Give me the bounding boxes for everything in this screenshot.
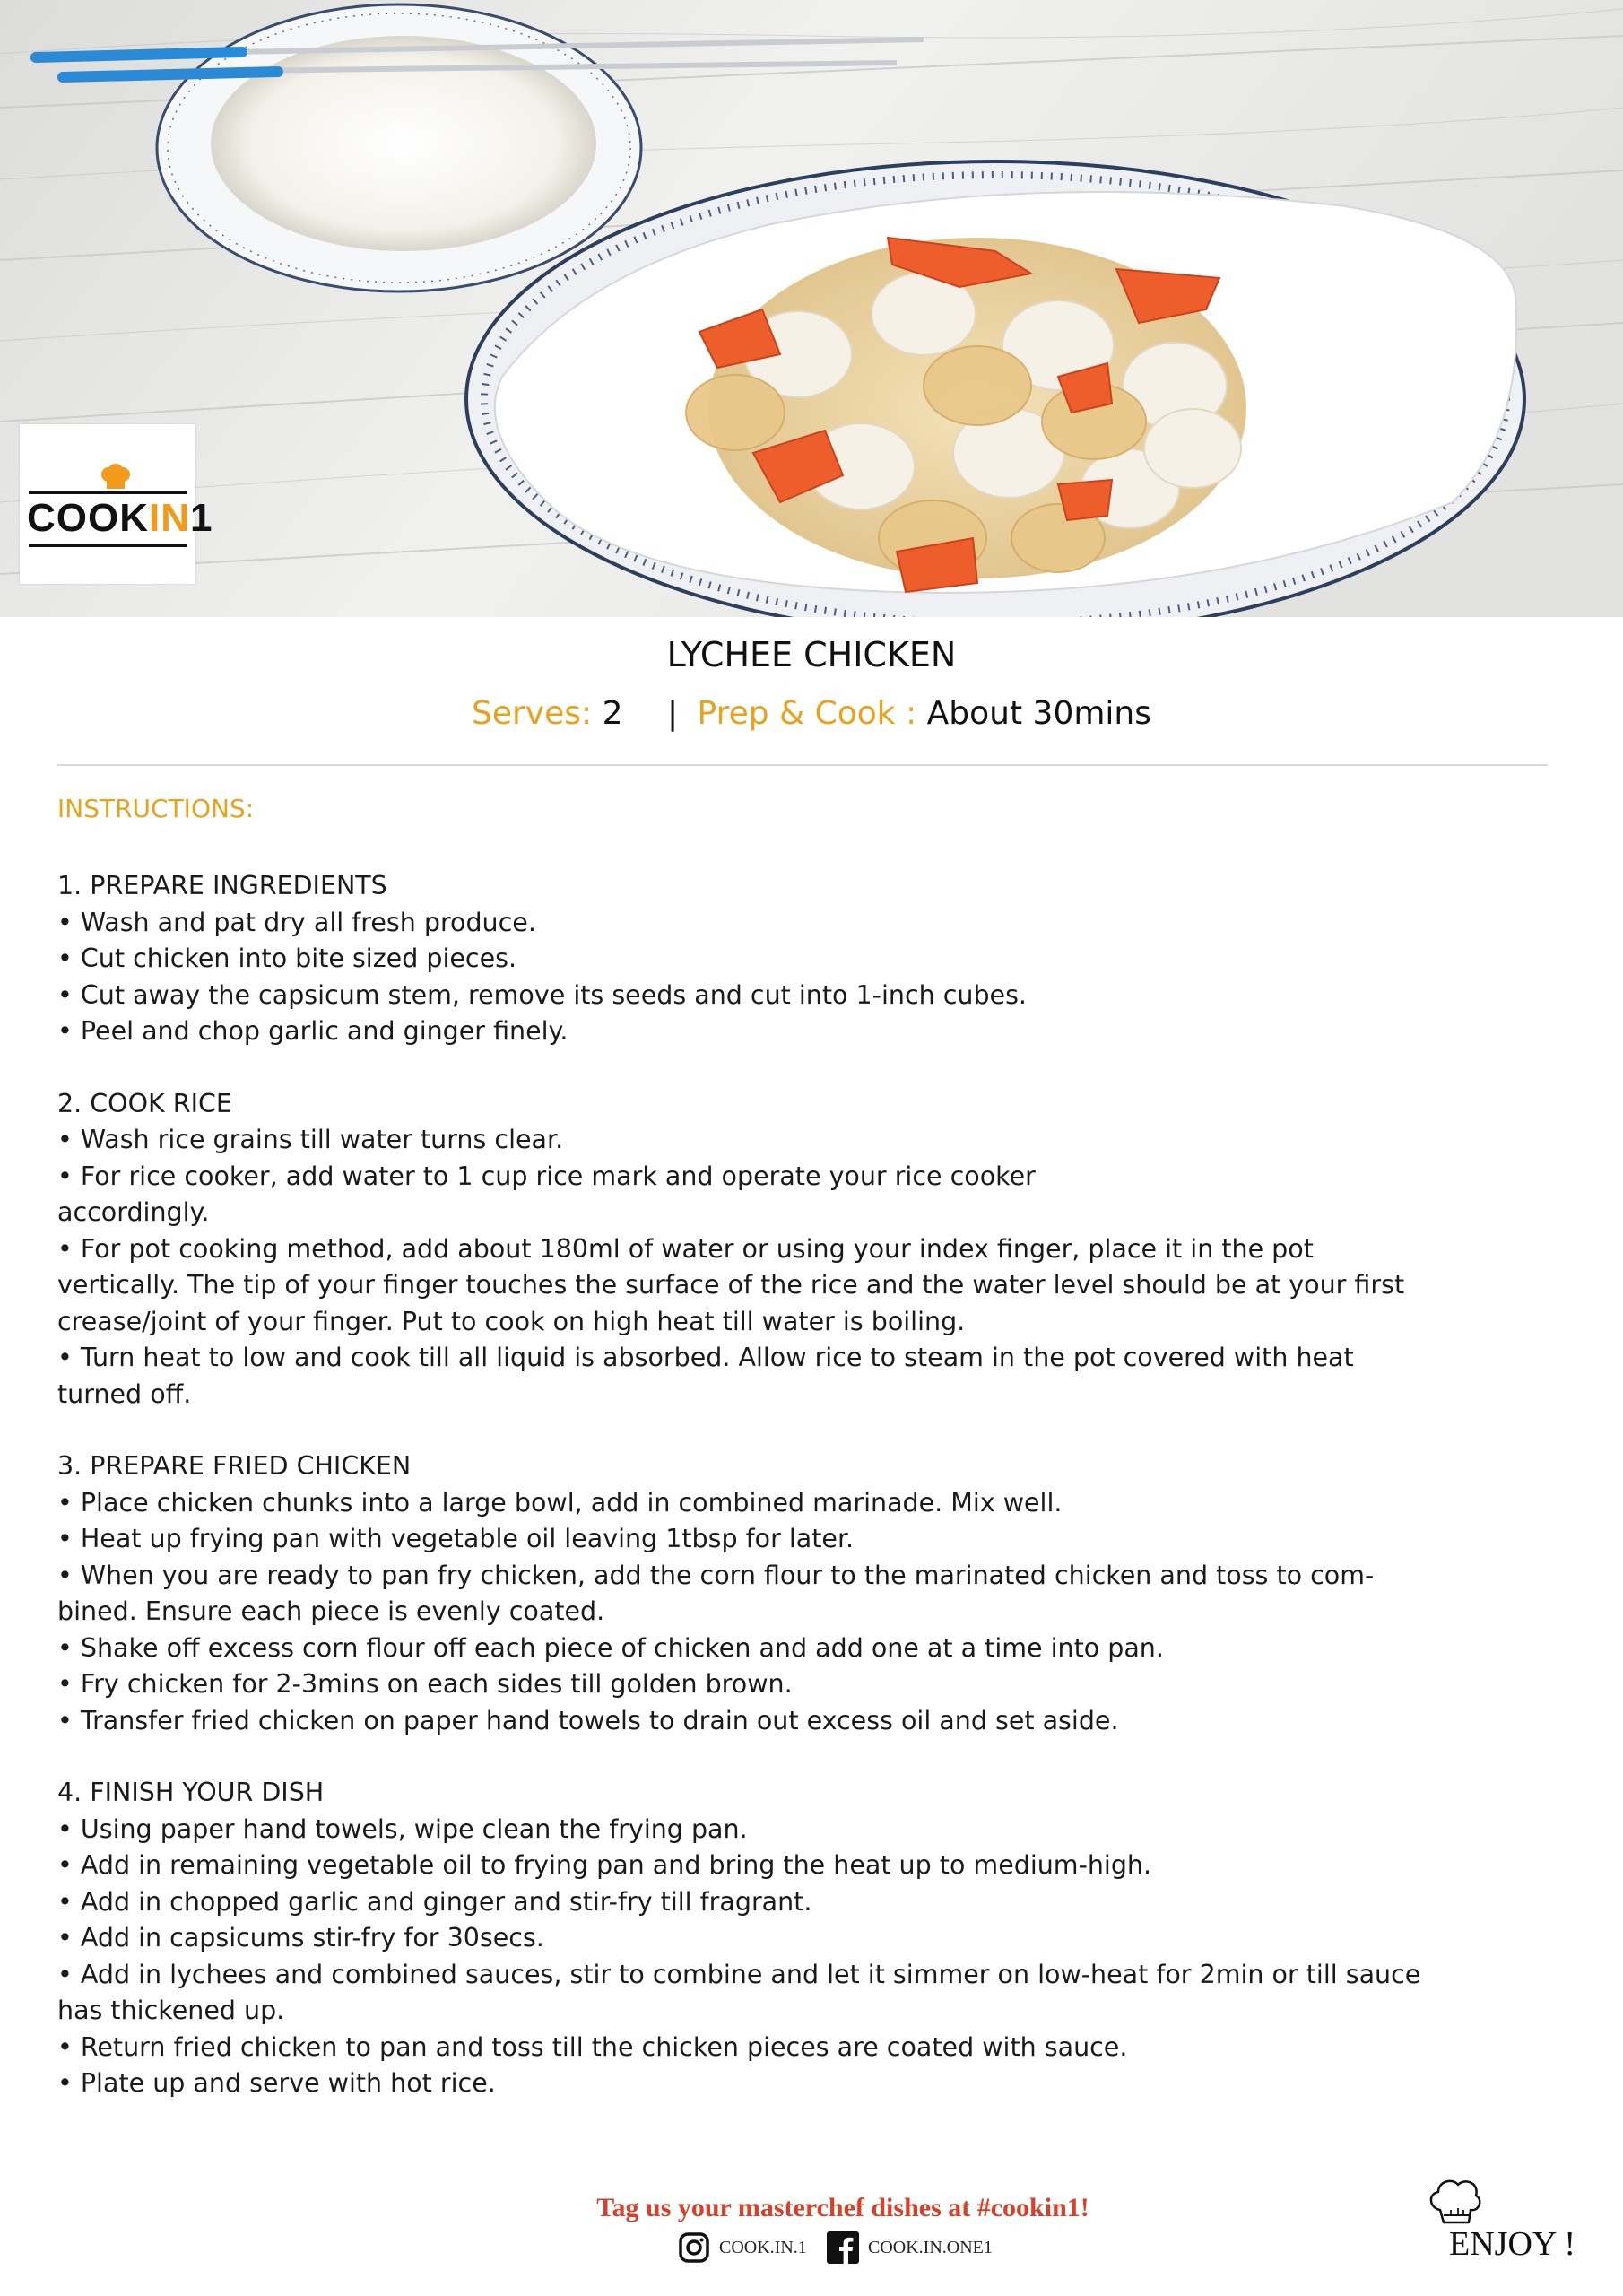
instruction-step xyxy=(57,868,1564,1050)
step-line: vertically. The tip of your finger touches the surface of the rice and the water level should be at your first xyxy=(57,1270,1405,1300)
enjoy-text: ENJOY ! xyxy=(1449,2225,1576,2263)
step-line: accordingly. xyxy=(57,1197,210,1227)
hero-illustration xyxy=(0,0,1623,617)
step-line: • Place chicken chunks into a large bowl, add in combined marinade. Mix well. xyxy=(57,1487,1063,1518)
step-line: • Wash rice grains till water turns clear. xyxy=(57,1125,564,1154)
prep-cook-value: About 30mins xyxy=(926,695,1151,732)
instagram-handle: COOK.IN.1 xyxy=(719,2237,807,2257)
step-title: 3. PREPARE FRIED CHICKEN xyxy=(57,1451,412,1481)
enjoy-badge xyxy=(1424,2170,1603,2269)
logo-bottom-bar xyxy=(29,544,187,547)
logo-top-bar xyxy=(29,491,187,494)
step-title: 2. COOK RICE xyxy=(57,1088,232,1118)
instruction-step xyxy=(57,1775,1564,2102)
prep-cook-label: Prep & Cook : xyxy=(697,695,917,732)
step-line: • Add in capsicums stir-fry for 30secs. xyxy=(57,1923,544,1952)
step-line: • Plate up and serve with hot rice. xyxy=(57,2068,496,2098)
instructions-heading: INSTRUCTIONS: xyxy=(57,794,255,823)
logo-wordmark: COOKIN1 xyxy=(27,496,213,540)
chef-hat-logo-icon xyxy=(100,464,131,491)
step-line: • Add in chopped garlic and ginger and stir-fry till fragrant. xyxy=(57,1886,812,1917)
serves-label: Serves: xyxy=(472,695,593,732)
step-line: • Return fried chicken to pan and toss till the chicken pieces are coated with sauce. xyxy=(57,2031,1128,2062)
footer-tagline: Tag us your masterchef dishes at #cookin1! xyxy=(596,2193,1089,2222)
divider xyxy=(57,764,1548,766)
step-line: • For pot cooking method, add about 180ml of water or using your index finger, place it in the pot xyxy=(57,1233,1314,1264)
recipe-meta xyxy=(0,692,1623,735)
step-line: crease/joint of your finger. Put to cook on high heat till water is boiling. xyxy=(57,1306,966,1336)
cookin1-logo xyxy=(20,424,213,584)
meta-separator: | xyxy=(666,695,679,732)
step-line: • Turn heat to low and cook till all liquid is absorbed. Allow rice to steam in the pot covered with heat xyxy=(57,1343,1354,1372)
instagram-icon xyxy=(678,2231,710,2264)
facebook-handle: COOK.IN.ONE1 xyxy=(868,2237,993,2257)
step-line: • Peel and chop garlic and ginger finely. xyxy=(57,1016,568,1046)
step-line: • Shake off excess corn flour off each piece of chicken and add one at a time into pan. xyxy=(57,1632,1164,1663)
instruction-step xyxy=(57,1448,1564,1739)
step-line: • Cut away the capsicum stem, remove its seeds and cut into 1-inch cubes. xyxy=(57,979,1027,1010)
facebook-icon xyxy=(827,2231,859,2264)
recipe-title: LYCHEE CHICKEN xyxy=(666,635,957,674)
instagram-link[interactable] xyxy=(678,2230,807,2266)
step-line: has thickened up. xyxy=(57,1996,285,2025)
step-line: • Using paper hand towels, wipe clean the frying pan. xyxy=(57,1813,748,1844)
step-title: 4. FINISH YOUR DISH xyxy=(57,1778,325,1807)
step-line: • Transfer fried chicken on paper hand towels to drain out excess oil and set aside. xyxy=(57,1705,1119,1735)
serves-value: 2 xyxy=(602,695,623,732)
step-line: • Fry chicken for 2-3mins on each sides till golden brown. xyxy=(57,1669,793,1699)
instruction-steps xyxy=(57,868,1564,2138)
instruction-step xyxy=(57,1086,1564,1413)
step-line: • Heat up frying pan with vegetable oil leaving 1tbsp for later. xyxy=(57,1524,855,1553)
step-line: bined. Ensure each piece is evenly coated. xyxy=(57,1596,605,1626)
hero-photo xyxy=(0,0,1623,617)
step-line: • When you are ready to pan fry chicken, add the corn flour to the marinated chicken and toss to com- xyxy=(57,1560,1375,1590)
step-line: • Cut chicken into bite sized pieces. xyxy=(57,944,517,973)
step-line: • Add in lychees and combined sauces, stir to combine and let it simmer on low-heat for 2min or till sauce xyxy=(57,1959,1421,1989)
step-line: • For rice cooker, add water to 1 cup rice mark and operate your rice cooker xyxy=(57,1161,1036,1191)
step-line: • Wash and pat dry all fresh produce. xyxy=(57,907,536,937)
step-line: • Add in remaining vegetable oil to frying pan and bring the heat up to medium-high. xyxy=(57,1850,1152,1880)
step-line: turned off. xyxy=(57,1378,192,1409)
step-title: 1. PREPARE INGREDIENTS xyxy=(57,871,387,900)
facebook-link[interactable] xyxy=(827,2230,993,2266)
